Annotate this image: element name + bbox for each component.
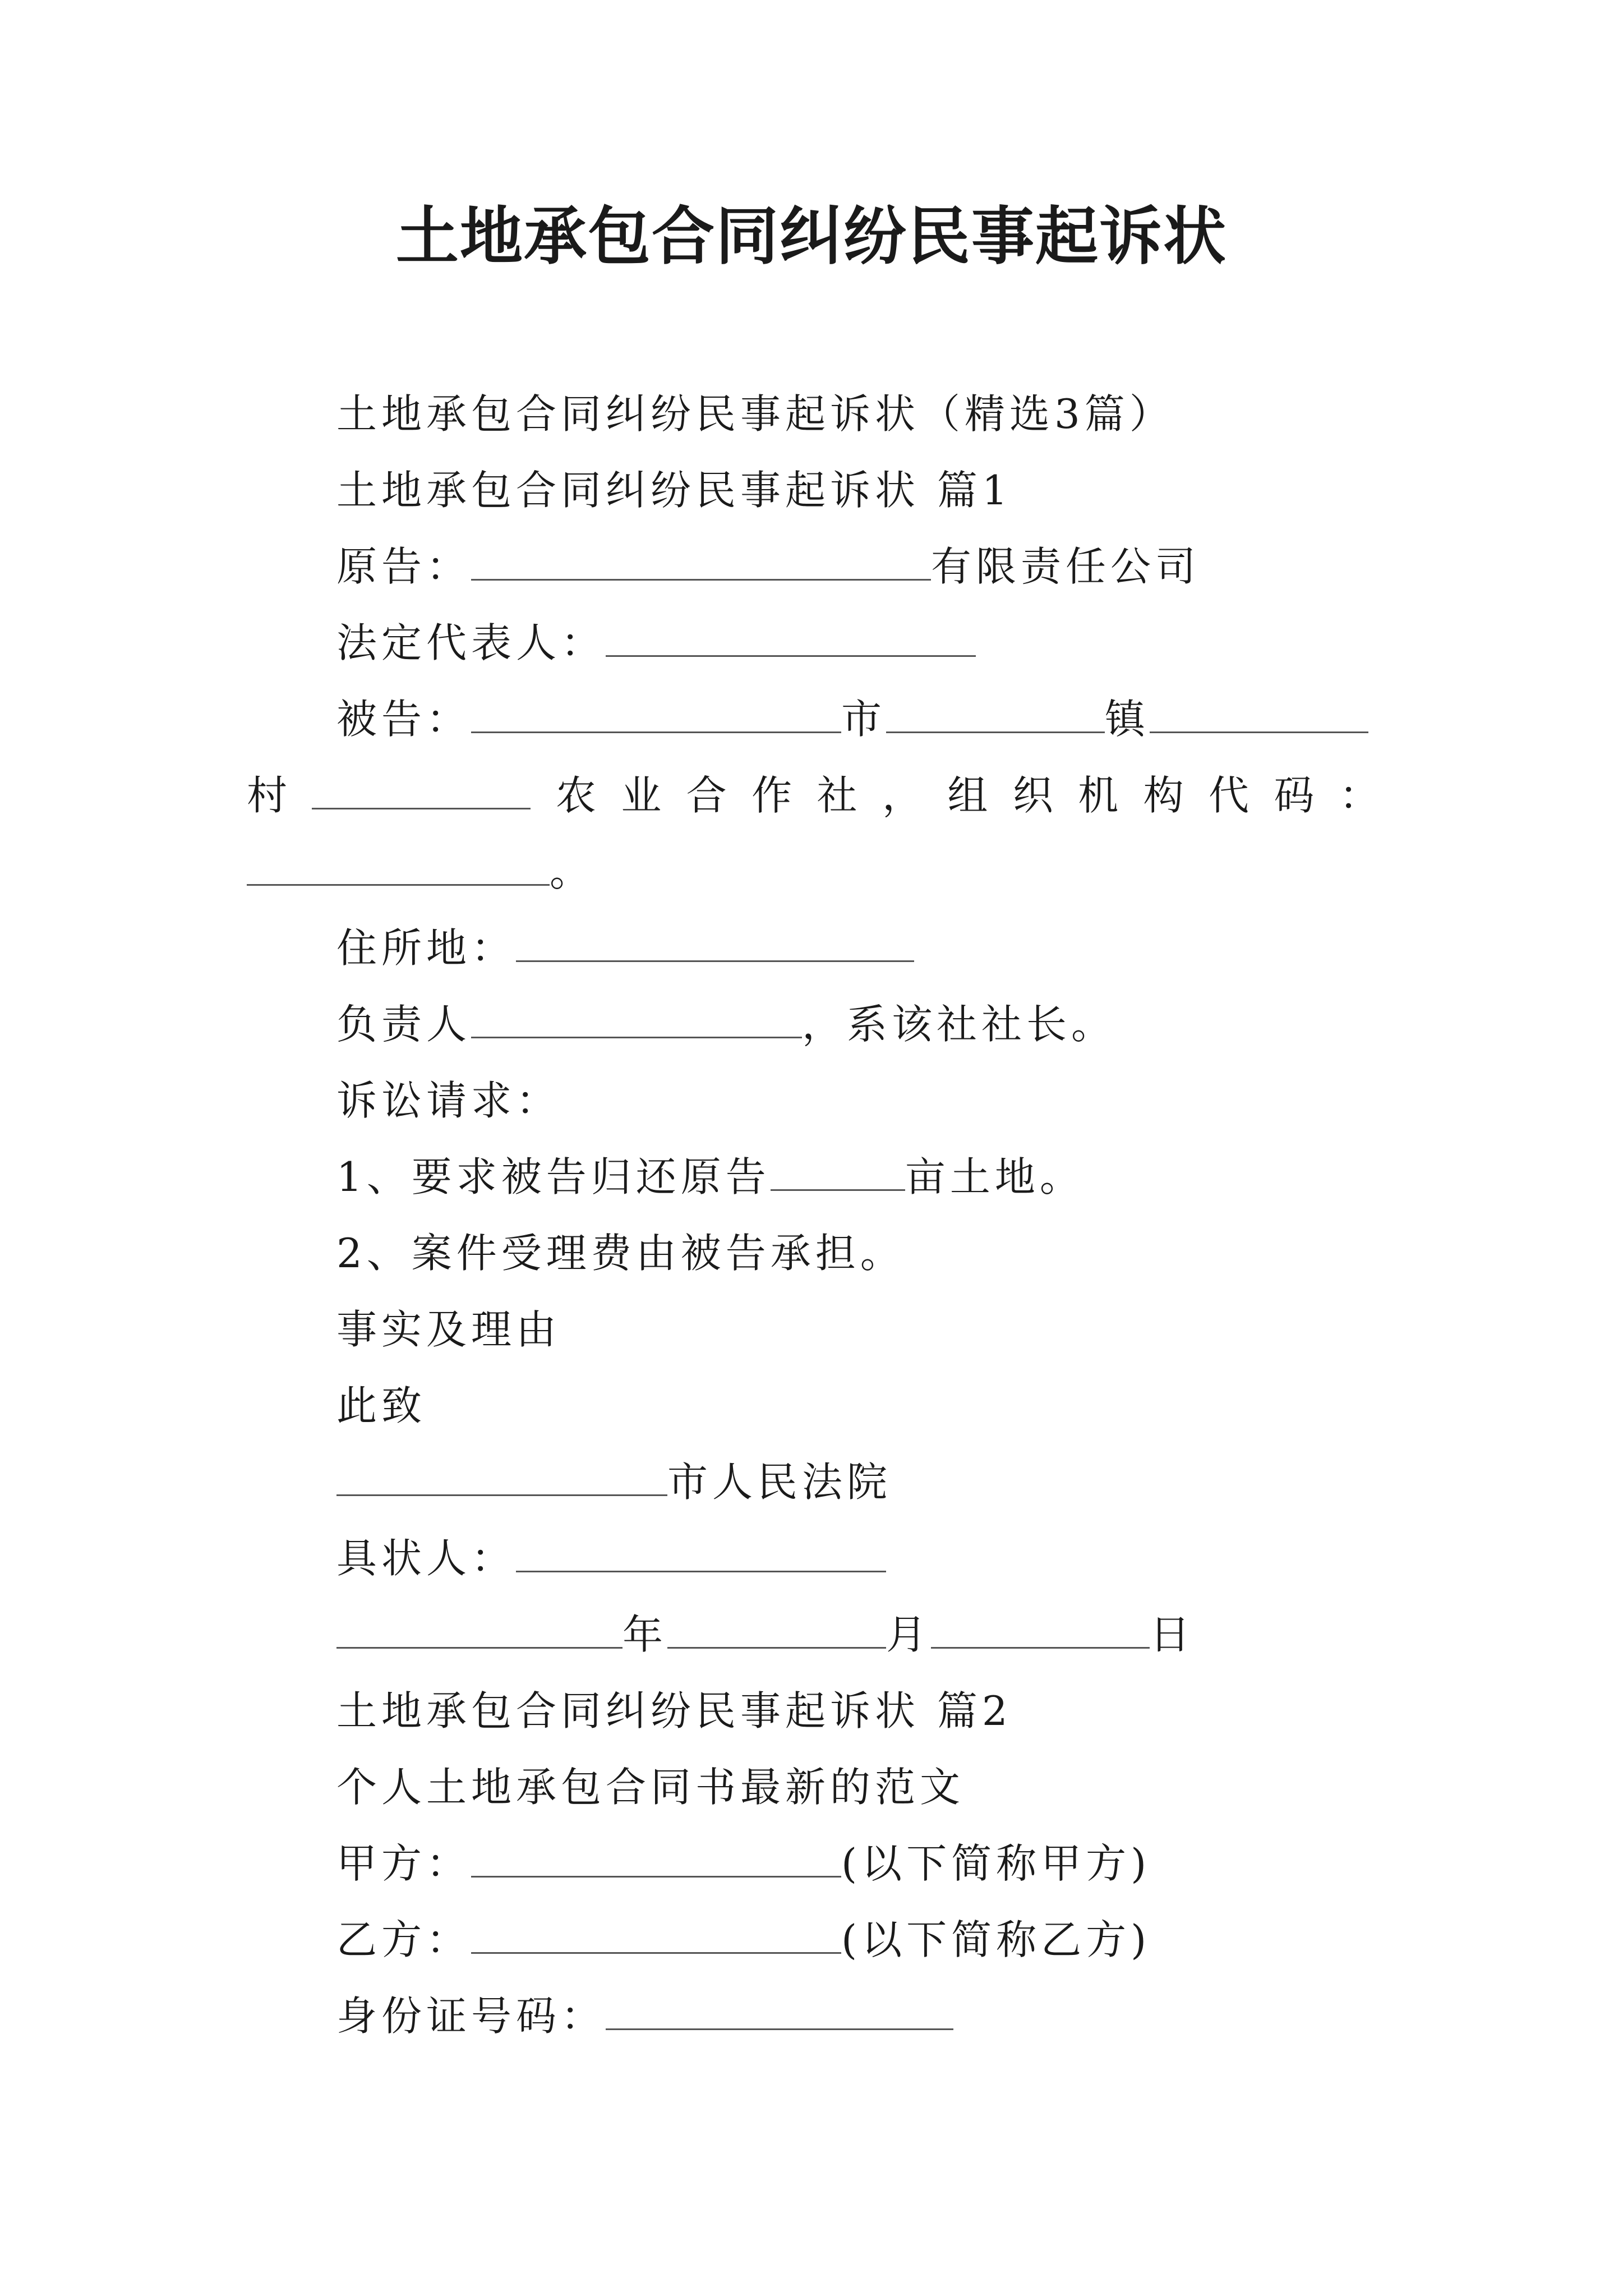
defendant-blank-2 [886, 691, 1105, 733]
legal-rep-label: 法定代表人： [336, 619, 606, 666]
coop-char: 织 [1012, 772, 1053, 819]
legal-rep-blank [606, 615, 976, 657]
court-blank [336, 1454, 667, 1496]
claim1-blank [771, 1149, 905, 1191]
claim1-prefix: 1、要求被告归还原告 [336, 1153, 771, 1200]
head-blank [471, 996, 802, 1038]
subtitle: 土地承包合同纠纷民事起诉状（精选3篇） [336, 390, 1174, 438]
year-blank [336, 1607, 623, 1649]
org-code-blank [247, 844, 550, 886]
month-label: 月 [886, 1611, 932, 1658]
org-code-line [247, 844, 594, 900]
party-b-blank [471, 1912, 841, 1954]
party-b-line [336, 1912, 1151, 1968]
id-label: 身份证号码： [336, 1993, 606, 2040]
village-line [247, 767, 1380, 823]
village-blank [312, 767, 531, 809]
period: 。 [550, 848, 595, 895]
coop-char: 业 [621, 772, 662, 819]
facts-heading: 事实及理由 [336, 1306, 561, 1353]
head-line [336, 996, 1116, 1052]
coop-char: 社 [817, 772, 857, 819]
coop-char: 代 [1209, 772, 1249, 819]
day-blank [931, 1607, 1150, 1649]
year-label: 年 [623, 1611, 668, 1658]
coop-char: ， [882, 772, 923, 819]
party-b-suffix: (以下简称乙方) [841, 1916, 1151, 1963]
claim-2: 2、案件受理费由被告承担。 [336, 1230, 905, 1277]
defendant-city: 市 [841, 696, 887, 743]
defendant-town: 镇 [1105, 696, 1150, 743]
coop-char: ： [1339, 772, 1380, 819]
part2-heading: 土地承包合同纠纷民事起诉状 篇2 [336, 1687, 1012, 1734]
claim-1 [336, 1149, 1085, 1205]
filer-label: 具状人： [336, 1535, 517, 1582]
party-a-suffix: (以下简称甲方) [841, 1840, 1151, 1887]
defendant-label: 被告： [336, 696, 472, 743]
party-a-label: 甲方： [336, 1840, 472, 1887]
coop-char: 构 [1143, 772, 1184, 819]
respectfully: 此致 [336, 1382, 427, 1429]
legal-rep-line [336, 615, 976, 671]
address-line [336, 920, 914, 976]
party-a-line [336, 1835, 1151, 1892]
id-blank [606, 1988, 953, 2030]
document-title: 土地承包合同纠纷民事起诉状 [396, 200, 1227, 273]
defendant-blank-3 [1150, 691, 1368, 733]
head-label: 负责人 [336, 1001, 472, 1048]
month-blank [667, 1607, 886, 1649]
party-a-blank [471, 1835, 841, 1878]
claim1-suffix: 亩土地。 [905, 1153, 1085, 1200]
coop-char: 农 [555, 772, 596, 819]
village-label: 村 [247, 772, 288, 819]
head-suffix: ，系该社社长。 [802, 1001, 1117, 1048]
court-line [336, 1454, 892, 1510]
defendant-blank-1 [471, 691, 841, 733]
coop-char: 码 [1274, 772, 1315, 819]
address-label: 住所地： [336, 924, 517, 972]
filer-line [336, 1530, 886, 1586]
plaintiff-suffix: 有限责任公司 [931, 543, 1201, 590]
part1-heading: 土地承包合同纠纷民事起诉状 篇1 [336, 467, 1012, 514]
day-label: 日 [1150, 1611, 1195, 1658]
defendant-line [336, 691, 1368, 747]
claims-label: 诉讼请求： [336, 1077, 561, 1124]
plaintiff-blank [471, 539, 931, 581]
coop-char: 组 [947, 772, 988, 819]
date-line [336, 1607, 1195, 1663]
court-suffix: 市人民法院 [667, 1458, 892, 1506]
coop-char: 机 [1078, 772, 1119, 819]
plaintiff-line [336, 539, 1200, 595]
plaintiff-label: 原告： [336, 543, 472, 590]
id-line [336, 1988, 953, 2044]
part2-subtitle: 个人土地承包合同书最新的范文 [336, 1764, 965, 1811]
party-b-label: 乙方： [336, 1916, 472, 1963]
coop-char: 作 [751, 772, 792, 819]
coop-char: 合 [686, 772, 727, 819]
address-blank [516, 920, 914, 962]
filer-blank [516, 1530, 886, 1572]
